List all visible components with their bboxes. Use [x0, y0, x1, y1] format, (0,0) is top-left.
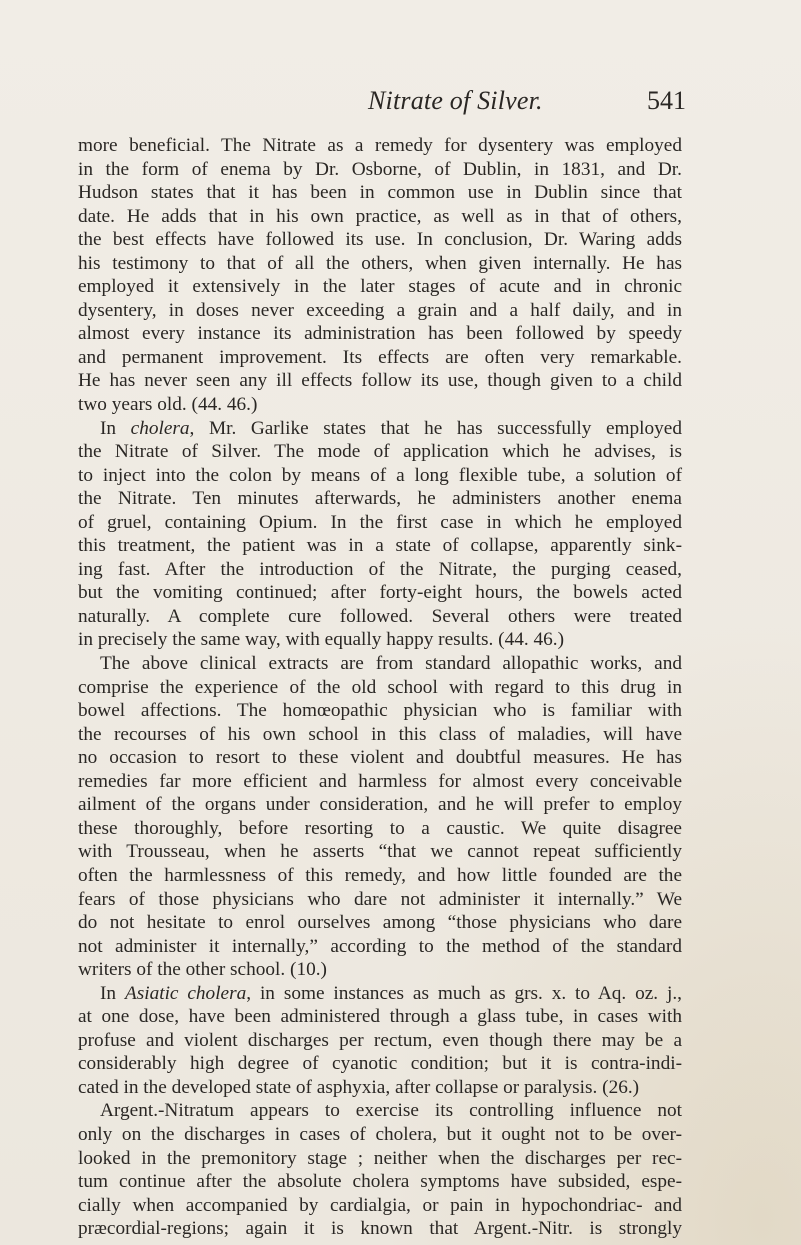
text-line: cated in the developed state of asphyxia, after collapse or paralysis. (26.)	[78, 1076, 640, 1098]
text-line: employed it extensively in the later stages of acute and in chronic	[78, 276, 682, 298]
text-line: to inject into the colon by means of a long flexible tube, a solution of	[78, 464, 682, 486]
text-line: præcordial-regions; again it is known that Argent.-Nitr. is strongly	[78, 1218, 682, 1240]
text-line: dysentery, in doses never exceeding a grain and a half daily, and in	[78, 299, 682, 321]
text-line: the best effects have followed its use. In conclusion, Dr. Waring adds	[78, 229, 682, 251]
text-line: naturally. A complete cure followed. Several others were treated	[78, 605, 682, 627]
text-line: ing fast. After the introduction of the Nitrate, the purging ceased,	[78, 558, 682, 580]
text-line: Argent.-Nitratum appears to exercise its controlling influence not	[100, 1100, 682, 1122]
text-line: in the form of enema by Dr. Osborne, of Dublin, in 1831, and Dr.	[78, 158, 682, 180]
running-head	[86, 86, 686, 122]
text-line: this treatment, the patient was in a state of collapse, apparently sink-	[78, 535, 682, 557]
italic-term: cholera	[130, 417, 190, 439]
text-line: do not hesitate to enrol ourselves among “those physicians who dare	[78, 912, 682, 934]
text-line: his testimony to that of all the others, when given internally. He has	[78, 252, 682, 274]
text-line: cially when accompanied by cardialgia, or pain in hypochondriac- and	[78, 1194, 682, 1216]
text-line: these thoroughly, before resorting to a caustic. We quite disagree	[78, 817, 682, 839]
text-line: with Trousseau, when he asserts “that we cannot repeat sufficiently	[78, 841, 682, 863]
text-line: at one dose, have been administered through a glass tube, in cases with	[78, 1006, 682, 1028]
text-line: the Nitrate of Silver. The mode of application which he advises, is	[78, 441, 682, 463]
text-line: profuse and violent discharges per rectum, even though there may be a	[78, 1029, 682, 1051]
text-line: date. He adds that in his own practice, as well as in that of others,	[78, 205, 682, 227]
text-line: He has never seen any ill effects follow its use, though given to a child	[78, 370, 682, 392]
text-line: The above clinical extracts are from standard allopathic works, and	[100, 653, 682, 675]
text-line: the recourses of his own school in this class of maladies, will have	[78, 723, 682, 745]
text-line: In cholera, Mr. Garlike states that he has successfully employed	[100, 417, 682, 439]
running-title: Nitrate of Silver.	[368, 86, 543, 115]
text-line: of gruel, containing Opium. In the first case in which he employed	[78, 511, 682, 533]
text-line: two years old. (44. 46.)	[78, 394, 258, 416]
text-line: the Nitrate. Ten minutes afterwards, he administers another enema	[78, 488, 682, 510]
text-line: more beneficial. The Nitrate as a remedy for dysentery was employed	[78, 135, 682, 156]
text-line: remedies far more efficient and harmless for almost every conceivable	[78, 770, 682, 792]
text-line: and permanent improvement. Its effects are often very remarkable.	[78, 346, 682, 368]
text-line: fears of those physicians who dare not administer it internally.” We	[78, 888, 682, 910]
text-line: no occasion to resort to these violent and doubtful measures. He has	[78, 747, 682, 769]
italic-term: Asiatic cholera	[124, 982, 247, 1004]
body-text	[78, 134, 682, 1241]
text-line: ailment of the organs under consideration, and he will prefer to employ	[78, 794, 682, 816]
text-line: considerably high degree of cyanotic condition; but it is contra-indi-	[78, 1053, 682, 1075]
text-line: in precisely the same way, with equally happy results. (44. 46.)	[78, 629, 565, 651]
text-line: almost every instance its administration has been followed by speedy	[78, 323, 682, 345]
page-number: 541	[647, 86, 686, 115]
text-line: tum continue after the absolute cholera symptoms have subsided, espe-	[78, 1171, 682, 1193]
text-line: often the harmlessness of this remedy, and how little founded are the	[78, 864, 682, 886]
text-line: In Asiatic cholera, in some instances as much as grs. x. to Aq. oz. j.,	[100, 982, 682, 1004]
text-line: writers of the other school. (10.)	[78, 959, 327, 981]
text-line: looked in the premonitory stage ; neither when the discharges per rec-	[78, 1147, 682, 1169]
text-line: Hudson states that it has been in common use in Dublin since that	[78, 182, 682, 204]
text-line: comprise the experience of the old school with regard to this drug in	[78, 676, 682, 698]
text-line: bowel affections. The homœopathic physician who is familiar with	[78, 700, 682, 722]
text-line: only on the discharges in cases of cholera, but it ought not to be over-	[78, 1123, 682, 1145]
text-line: but the vomiting continued; after forty-eight hours, the bowels acted	[78, 582, 682, 604]
text-line: not administer it internally,” according to the method of the standard	[78, 935, 682, 957]
